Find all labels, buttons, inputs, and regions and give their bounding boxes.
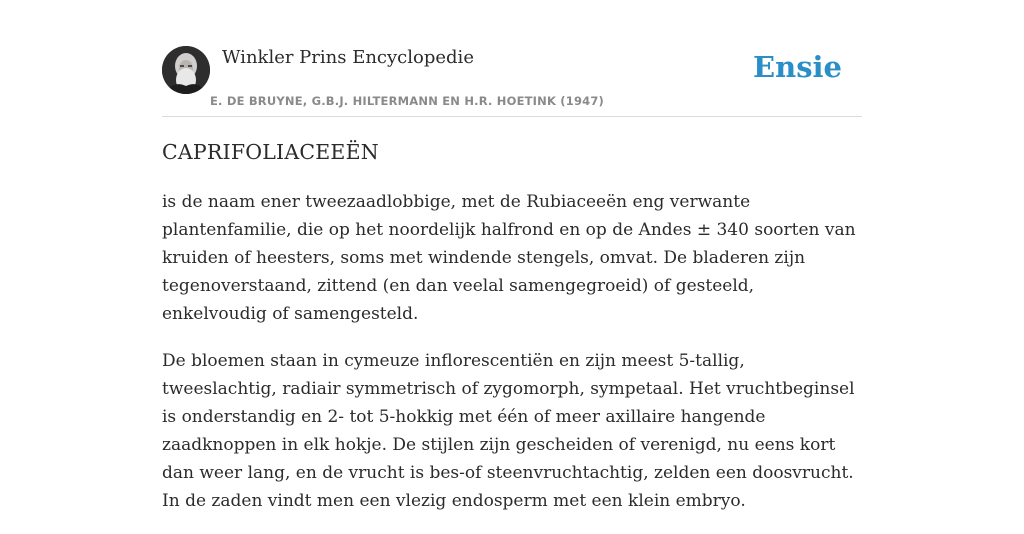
article-title: CAPRIFOLIACEEËN [162,140,379,164]
article-paragraph-2: De bloemen staan in cymeuze inflorescentiën en zijn meest 5-tallig, tweeslachtig, radiair symmetrisch of zygomorph, sympetaal. Het vruchtbeginsel is onderstandig en 2- tot 5-hokkig met één of meer axillaire hangende zaadknoppen in elk hokje. De stijlen zijn gescheiden of verenigd, nu eens kort dan weer lang, en de vrucht is bes-of steenvruchtachtig, zelden een doosvrucht. In de zaden vindt men een vlezig endosperm met een klein embryo. [162,351,855,511]
brand-logo[interactable]: Ensie [753,50,842,84]
article-paragraph-1: is de naam ener tweezaadlobbige, met de Rubiaceeën eng verwante plantenfamilie, die op het noordelijk halfrond en op de Andes ± 340 soorten van kruiden of heesters, soms met windende stengels, omvat. De bladeren zijn tegenoverstaand, zittend (en dan veelal samengegroeid) of gesteeld, enkelvoudig of samengesteld. [162,192,856,324]
author-avatar[interactable] [162,46,210,94]
page-header [162,46,862,117]
portrait-icon [162,46,210,94]
article-body [162,140,864,534]
encyclopedia-title[interactable]: Winkler Prins Encyclopedie [222,47,474,68]
author-credits: E. DE BRUYNE, G.B.J. HILTERMANN EN H.R. HOETINK (1947) [210,94,605,108]
